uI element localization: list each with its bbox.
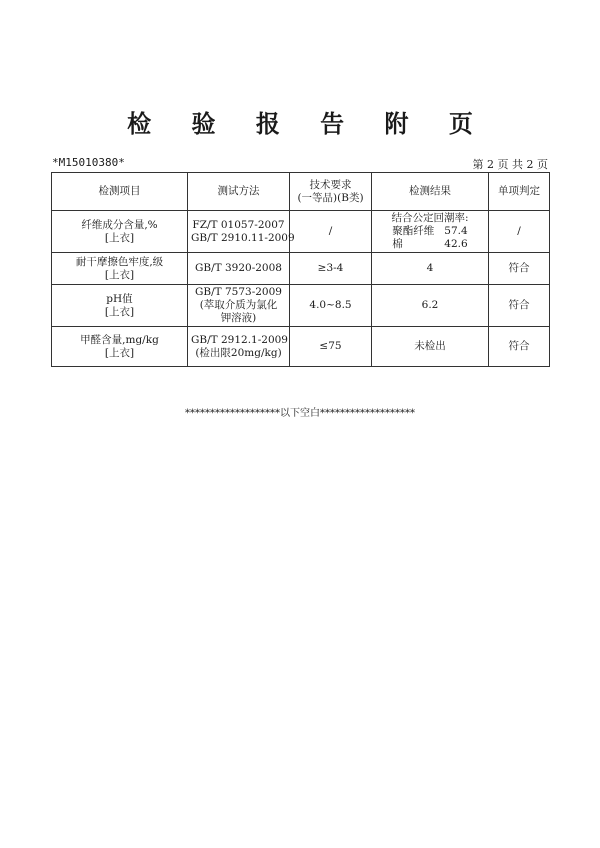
header-result: 检测结果 [372, 173, 489, 211]
requirement-cell: ≥3-4 [290, 253, 372, 285]
verdict-cell: 符合 [489, 253, 550, 285]
header-requirement-line1: 技术要求 [309, 178, 352, 191]
item-cell [52, 211, 188, 253]
page-title: 检 验 报 告 附 页 [127, 109, 489, 138]
method-line: FZ/T 01057-2007 [192, 218, 285, 231]
inspection-results-table [51, 172, 550, 367]
blank-below-notice: *******************以下空白******************* [185, 408, 415, 419]
requirement-cell: 4.0~8.5 [290, 285, 372, 327]
result-cell: 6.2 [372, 285, 489, 327]
method-line: GB/T 2912.1-2009 [191, 333, 288, 346]
method-line: GB/T 3920-2008 [195, 262, 282, 274]
verdict-cell: / [489, 211, 550, 253]
item-sample: [上衣] [104, 305, 135, 318]
item-name: 耐干摩擦色牢度,级 [75, 255, 164, 268]
table-row [52, 327, 550, 367]
fiber-value: 57.4 [444, 225, 468, 237]
fiber-name: 棉 [392, 238, 403, 250]
method-cell [188, 285, 290, 327]
method-line: GB/T 2910.11-2009 [191, 231, 295, 244]
verdict-cell: 符合 [489, 327, 550, 367]
fiber-name: 聚酯纤维 [392, 225, 435, 237]
method-cell [188, 211, 295, 253]
result-cell [372, 211, 489, 253]
fiber-composition [392, 225, 467, 251]
page-number: 第 2 页 共 2 页 [472, 158, 548, 171]
method-line: 钾溶液) [220, 312, 257, 324]
method-cell [188, 327, 290, 367]
fiber-entry [392, 238, 467, 251]
item-sample: [上衣] [104, 346, 135, 359]
fiber-entry [392, 225, 467, 238]
method-line: (萃取介质为氯化 [199, 299, 278, 311]
item-cell [52, 327, 188, 367]
header-method: 测试方法 [188, 173, 290, 211]
method-cell [188, 253, 290, 285]
table-row [52, 211, 550, 253]
verdict-cell: 符合 [489, 285, 550, 327]
header-requirement [290, 173, 372, 211]
result-cell: 未检出 [372, 327, 489, 367]
table-row [52, 253, 550, 285]
report-id: *M15010380* [52, 156, 125, 169]
item-sample: [上衣] [104, 231, 135, 244]
item-sample: [上衣] [104, 268, 135, 281]
method-line: (检出限20mg/kg) [195, 346, 282, 359]
item-name: 纤维成分含量,% [81, 218, 158, 231]
item-cell [52, 253, 188, 285]
item-cell [52, 285, 188, 327]
result-heading: 结合公定回潮率: [391, 212, 469, 224]
table-header-row [52, 173, 550, 211]
item-name: 甲醛含量,mg/kg [80, 333, 159, 346]
method-line: GB/T 7573-2009 [195, 286, 282, 298]
fiber-value: 42.6 [444, 238, 468, 250]
requirement-cell: / [290, 211, 372, 253]
item-name: pH值 [106, 292, 133, 305]
header-verdict: 单项判定 [489, 173, 550, 211]
result-cell: 4 [372, 253, 489, 285]
header-item: 检测项目 [52, 173, 188, 211]
table-row [52, 285, 550, 327]
requirement-cell: ≤75 [290, 327, 372, 367]
header-requirement-line2: (一等品)(B类) [297, 191, 364, 204]
